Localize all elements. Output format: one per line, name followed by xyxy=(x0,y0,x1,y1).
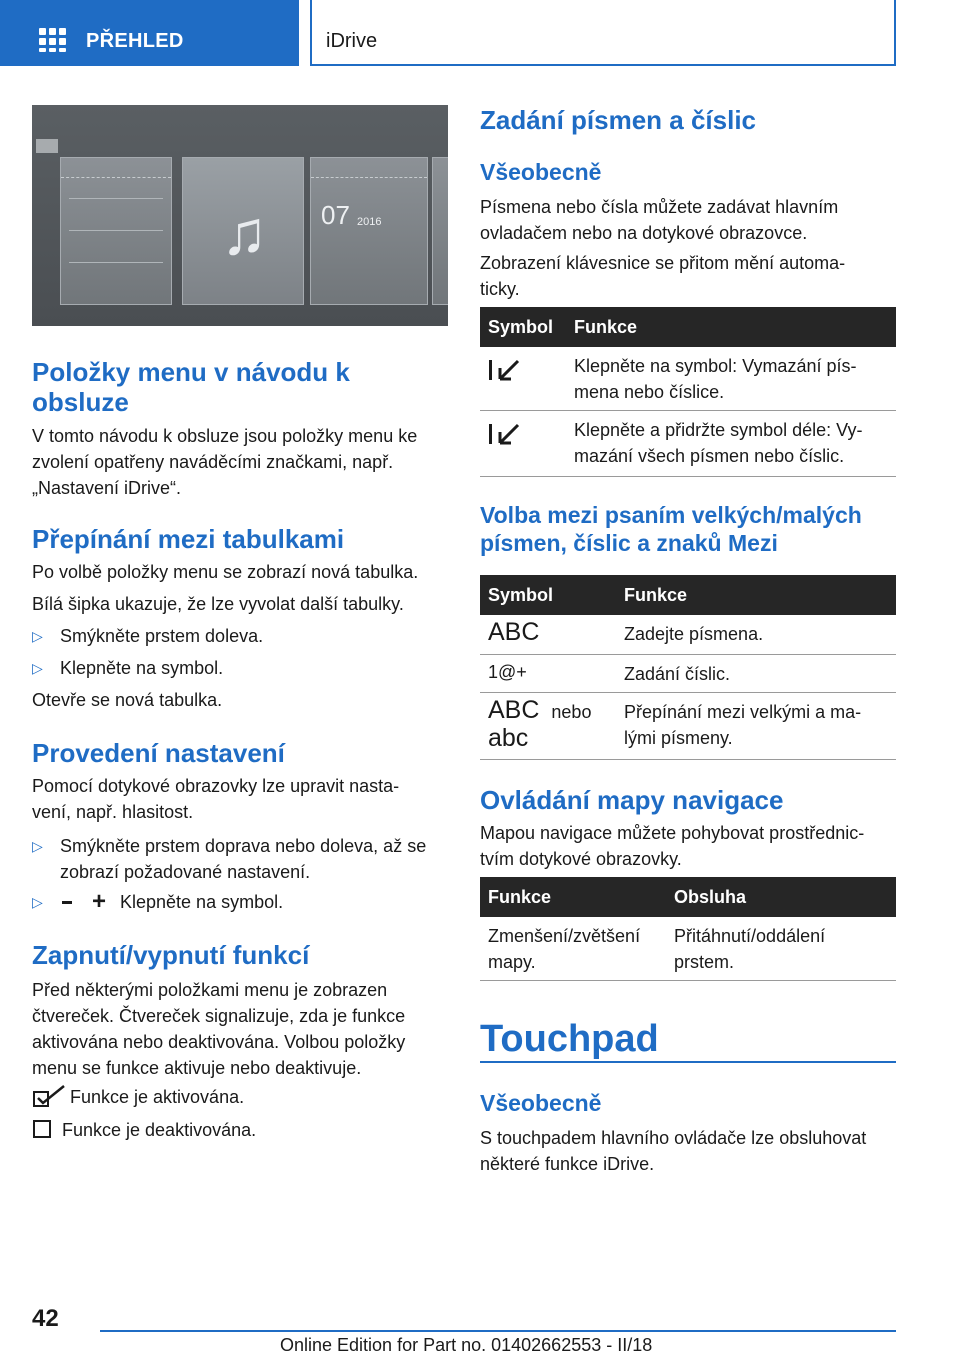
bullet-triangle-icon: ▷ xyxy=(32,894,43,910)
table-row: Zmenšení/zvětšení mapy. Přitáhnutí/oddálení prstem. xyxy=(480,917,896,981)
map-control-paragraph: Mapou navigace můžete pohybovat prostřednic- tvím dotykové obrazovky. xyxy=(480,823,865,869)
plus-icon: + xyxy=(92,888,107,915)
delete-symbols-table xyxy=(480,307,896,477)
abc-case-symbol: ABC nebo abc xyxy=(488,696,592,752)
music-note-icon: ♫ xyxy=(221,199,268,268)
section-tab-label: iDrive xyxy=(326,30,378,52)
table-row: 1@+ Zadání číslic. xyxy=(480,655,896,693)
table-row: ABC nebo abc Přepínání mezi velkými a ma- lými písmeny. xyxy=(480,693,896,760)
section-title-map-control: Ovládání mapy navigace xyxy=(480,785,784,815)
toggle-functions-paragraph: Před některými položkami menu je zobrazen čtvereček. Čtvereček signalizuje, zda je funkce aktivována nebo deaktivována. Volbou položky menu se funkce aktivuje nebo deaktivuje. xyxy=(32,980,406,1078)
digits-symbol: 1@+ xyxy=(488,662,527,682)
subsection-title-general-touchpad: Všeobecně xyxy=(480,1090,602,1116)
switch-tables-p2: Bílá šipka ukazuje, že lze vyvolat další tabulky. xyxy=(32,594,404,614)
header-bar xyxy=(0,0,960,68)
abc-upper-symbol: ABC xyxy=(488,618,540,646)
overview-tab-label: PŘEHLED xyxy=(86,30,184,52)
map-control-table xyxy=(480,877,896,981)
bullet-triangle-icon: ▷ xyxy=(32,628,43,644)
bullet-triangle-icon: ▷ xyxy=(32,838,43,854)
bullet-triangle-icon: ▷ xyxy=(32,660,43,676)
table-row: Klepněte a přidržte symbol déle: Vy- mazání všech písmen nebo číslic. xyxy=(480,411,896,477)
checkbox-unchecked-icon xyxy=(32,1119,54,1141)
date-year: 2016 xyxy=(357,216,382,228)
section-title-case-switch: Volba mezi psaním velkých/malých písmen, číslic a znaků Mezi xyxy=(480,502,862,556)
settings-paragraph: Pomocí dotykové obrazovky lze upravit nasta- vení, např. hlasitost. xyxy=(32,776,400,822)
case-symbols-table xyxy=(480,575,896,760)
table-header: Symbol Funkce xyxy=(480,575,896,615)
menu-items-paragraph: V tomto návodu k obsluze jsou položky menu ke zvolení opatřeny naváděcími značkami, např. „Nastavení iDrive“. xyxy=(32,426,418,498)
edition-note: Online Edition for Part no. 01402662553 - II/18 xyxy=(280,1335,653,1355)
idrive-screen-image xyxy=(32,105,448,326)
touchpad-paragraph: S touchpadem hlavního ovládače lze obsluhovat některé funkce iDrive. xyxy=(480,1128,867,1174)
table-row: ABC Zadejte písmena. xyxy=(480,615,896,655)
section-title-toggle-functions: Zapnutí/vypnutí funkcí xyxy=(32,940,310,970)
letters-paragraph-1: Písmena nebo čísla můžete zadávat hlavním ovladačem nebo na dotykové obrazovce. xyxy=(480,197,839,243)
section-tab[interactable] xyxy=(310,0,896,66)
date-day: 07 xyxy=(321,200,350,230)
grid-icon xyxy=(39,28,67,52)
checkbox-checked-icon xyxy=(32,1084,66,1108)
overview-tab[interactable] xyxy=(0,0,299,66)
subsection-title-general: Všeobecně xyxy=(480,159,602,185)
letters-paragraph-2: Zobrazení klávesnice se přitom mění automa- ticky. xyxy=(480,253,846,299)
heading-rule xyxy=(480,1061,896,1063)
switch-tables-p3: Otevře se nová tabulka. xyxy=(32,690,223,710)
page-number: 42 xyxy=(32,1305,59,1332)
switch-tables-p1: Po volbě položky menu se zobrazí nová tabulka. xyxy=(32,562,419,582)
section-title-switch-tables: Přepínání mezi tabulkami xyxy=(32,524,345,554)
section-title-settings: Provedení nastavení xyxy=(32,738,285,768)
bullet-item: ▷ Smýkněte prstem doprava nebo doleva, až se zobrazí požadované nastavení. xyxy=(32,833,452,885)
footer-rule xyxy=(100,1330,896,1332)
backspace-icon xyxy=(488,423,520,445)
table-row: Klepněte na symbol: Vymazání pís- mena nebo číslice. xyxy=(480,347,896,411)
minus-icon xyxy=(62,901,72,904)
table-header: Funkce Obsluha xyxy=(480,877,896,917)
section-title-touchpad: Touchpad xyxy=(480,1018,659,1060)
table-header: Symbol Funkce xyxy=(480,307,896,347)
section-title-menu-items: Položky menu v návodu k obsluze xyxy=(32,357,350,417)
backspace-icon xyxy=(488,359,520,381)
section-title-letters-digits: Zadání písmen a číslic xyxy=(480,105,756,135)
